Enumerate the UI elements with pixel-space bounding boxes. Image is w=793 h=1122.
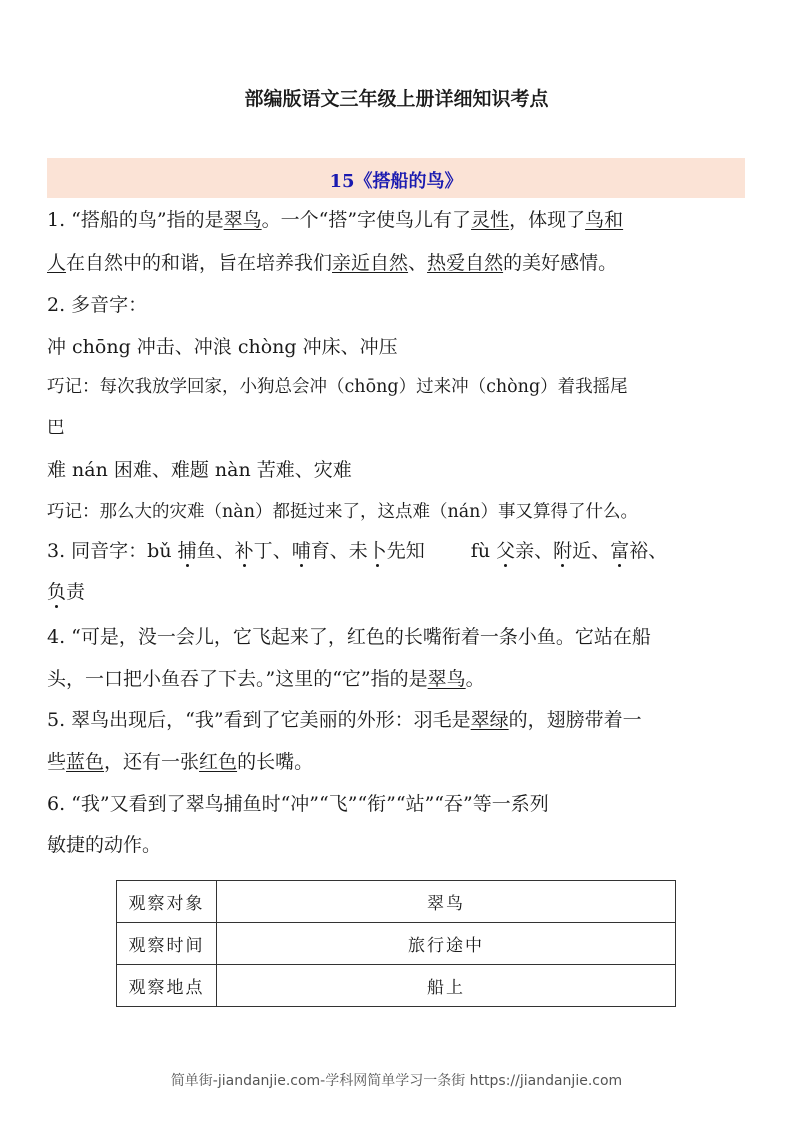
text: 1. “搭船的鸟”指的是	[47, 209, 224, 231]
dotted-char: 捕	[177, 540, 197, 562]
text: 、	[648, 540, 668, 562]
row-label: 观察对象	[117, 881, 217, 923]
dotted-char: 父	[496, 540, 516, 562]
text: fù	[470, 540, 497, 562]
item-1-line-1	[47, 206, 747, 234]
dotted-char: 哺	[291, 540, 311, 562]
underlined-answer: 翠鸟	[427, 668, 466, 690]
mnemonic-nan: 巧记：那么大的灾难（nàn）都挺过来了，这点难（nán）事又算得了什么。	[47, 502, 638, 522]
section-header	[47, 158, 745, 198]
text: 鱼	[196, 540, 216, 562]
underlined-answer: 翠绿	[470, 709, 509, 731]
text: 。	[465, 668, 485, 690]
text: 的美好感情。	[503, 252, 618, 274]
item-3-line-1	[47, 537, 747, 565]
item-4-line-1: 4. “可是，没一会儿，它飞起来了，红色的长嘴衔着一条小鱼。它站在船	[47, 626, 651, 648]
item-6-line-2: 敏捷的动作。	[47, 834, 162, 856]
text: 责	[66, 581, 86, 603]
row-value: 船上	[217, 965, 676, 1007]
text: 裕	[629, 540, 649, 562]
text: 亲	[515, 540, 535, 562]
dotted-char: 补	[234, 540, 254, 562]
text: 头，一口把小鱼吞了下去。”这里的“它”指的是	[47, 668, 428, 690]
text: 。一个“搭”字使鸟儿有了	[261, 209, 472, 231]
text: ，体现了	[509, 209, 586, 231]
mnemonic-chong-cont: 巴	[47, 418, 65, 438]
text: 丁	[253, 540, 273, 562]
underlined-answer: 鸟和	[585, 209, 624, 231]
text: 在自然中的和谐，旨在培养我们	[66, 252, 333, 274]
dotted-char: 卜	[367, 540, 387, 562]
footer-watermark: 简单街-jiandanjie.com-学科网简单学习一条街 https://jiandanjie.com	[170, 1073, 623, 1089]
text: 、	[591, 540, 611, 562]
row-value: 翠鸟	[217, 881, 676, 923]
text: 5. 翠鸟出现后，“我”看到了它美丽的外形：羽毛是	[47, 709, 471, 731]
section-title: 15《搭船的鸟》	[329, 171, 463, 192]
text: 、	[534, 540, 554, 562]
polyphone-chong: 冲 chōng 冲击、冲浪 chòng 冲床、冲压	[47, 336, 398, 358]
document-title: 部编版语文三年级上册详细知识考点	[244, 88, 549, 110]
text: 、	[408, 252, 428, 274]
row-value: 旅行途中	[217, 923, 676, 965]
underlined-answer: 翠鸟	[223, 209, 262, 231]
text: 3. 同音字：bǔ	[47, 540, 178, 562]
text: 先知	[386, 540, 425, 562]
underlined-answer: 红色	[199, 751, 238, 773]
underlined-answer: 灵性	[471, 209, 510, 231]
item-2-heading: 2. 多音字：	[47, 294, 148, 316]
table-row	[117, 965, 676, 1007]
text: 的，翅膀带着一	[508, 709, 642, 731]
item-4-line-2	[47, 665, 747, 693]
observation-table	[116, 880, 676, 1007]
text: 的长嘴。	[237, 751, 314, 773]
row-label: 观察时间	[117, 923, 217, 965]
item-5-line-1	[47, 706, 747, 734]
item-5-line-2	[47, 748, 747, 776]
text: ，还有一张	[104, 751, 200, 773]
text: 育	[310, 540, 330, 562]
table-row	[117, 881, 676, 923]
text: 未	[348, 540, 368, 562]
text: 、	[272, 540, 292, 562]
table-row	[117, 923, 676, 965]
row-label: 观察地点	[117, 965, 217, 1007]
underlined-answer: 蓝色	[66, 751, 105, 773]
item-1-line-2	[47, 249, 747, 277]
item-3-line-2	[47, 578, 747, 606]
text: 、	[329, 540, 349, 562]
dotted-char: 附	[553, 540, 573, 562]
underlined-answer: 亲近自然	[332, 252, 409, 274]
dotted-char: 富	[610, 540, 630, 562]
item-6-line-1: 6. “我”又看到了翠鸟捕鱼时“冲”“飞”“衔”“站”“吞”等一系列	[47, 793, 549, 815]
dotted-char: 负	[47, 581, 67, 603]
underlined-answer: 热爱自然	[427, 252, 504, 274]
text: 近	[572, 540, 592, 562]
underlined-answer: 人	[47, 252, 67, 274]
text: 些	[47, 751, 67, 773]
mnemonic-chong: 巧记：每次我放学回家，小狗总会冲（chōng）过来冲（chòng）着我摇尾	[47, 377, 628, 397]
text: 、	[215, 540, 235, 562]
polyphone-nan: 难 nán 困难、难题 nàn 苦难、灾难	[47, 459, 352, 481]
